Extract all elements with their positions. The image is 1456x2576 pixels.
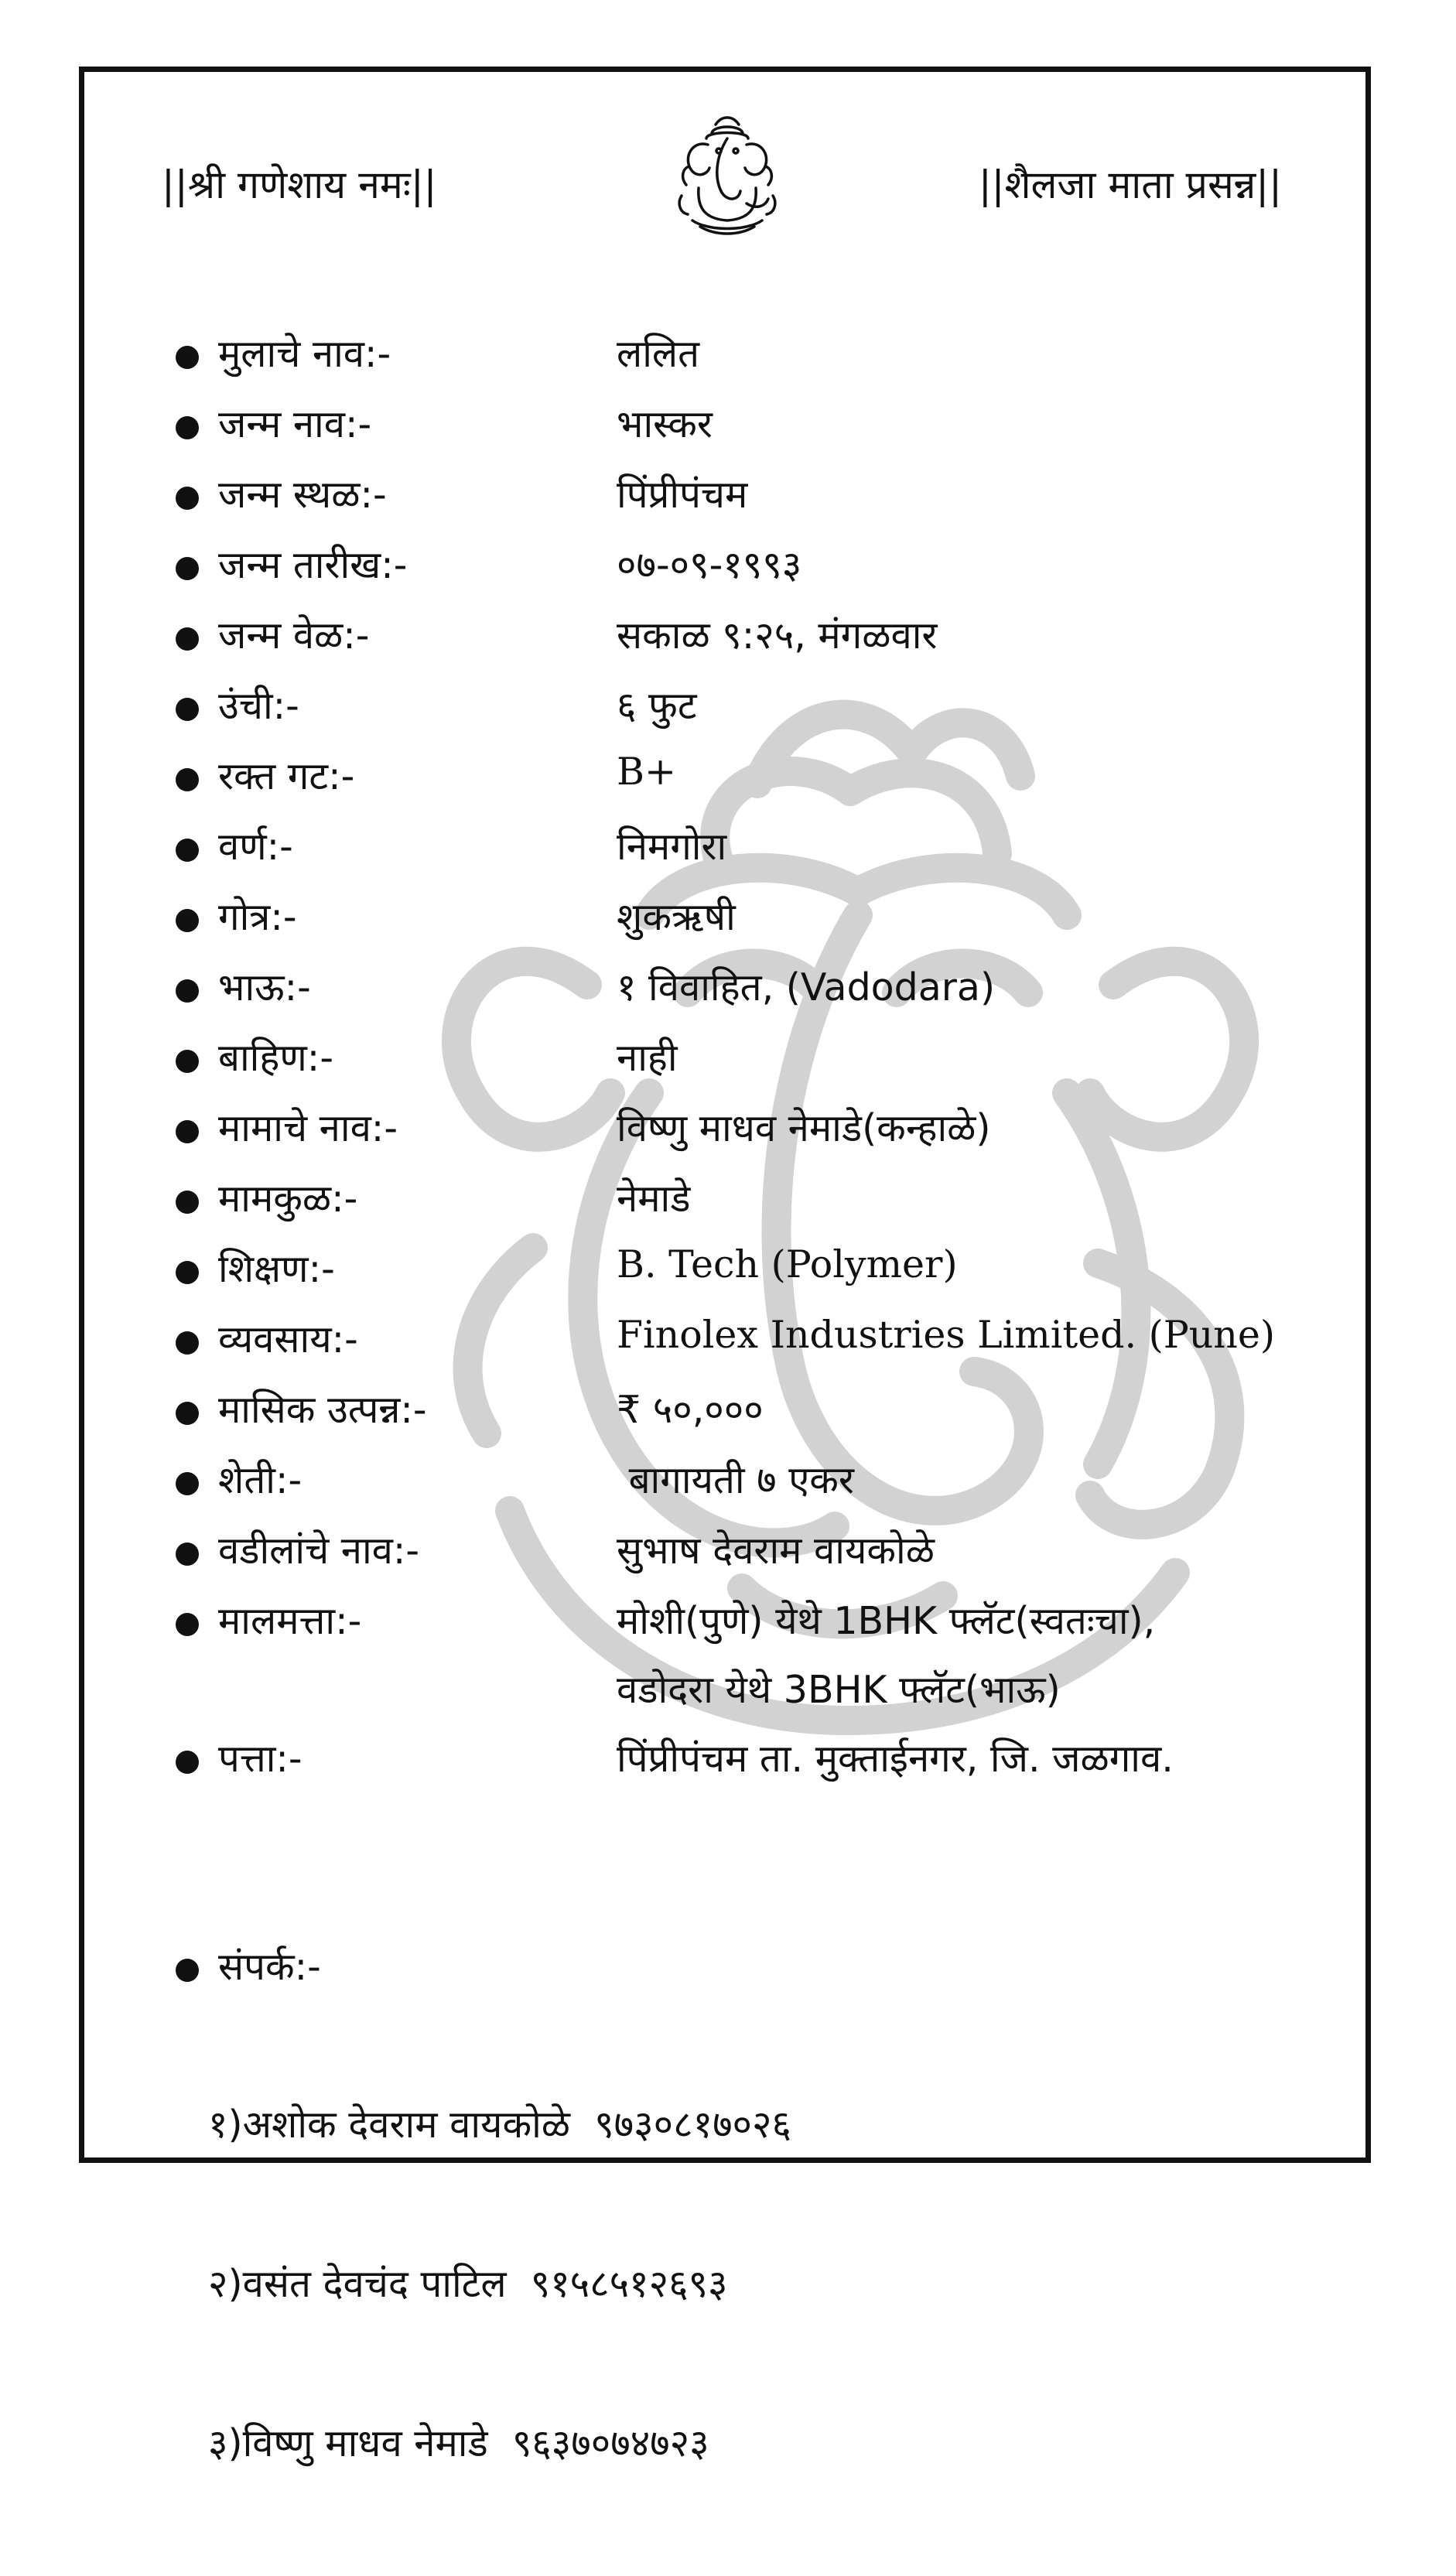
detail-label: उंची:- [218,684,299,728]
bullet-icon [176,1261,199,1284]
contact-entry: ३)विष्णु माधव नेमाडे ९६३७०७४७२३ [208,2421,709,2465]
detail-label: मामाचे नाव:- [218,1106,398,1150]
bullet-icon [176,1613,199,1636]
detail-row-income [176,1383,1375,1454]
invocation-right: ||शैलजा माता प्रसन्न|| [978,162,1282,207]
detail-value: पिंप्रीपंचम ता. मुक्ताईनगर, जि. जळगाव. [617,1737,1174,1781]
detail-row-blood-group [176,750,1375,820]
bullet-icon [176,1402,199,1425]
contact-entry: १)अशोक देवराम वायकोळे ९७३०८१७०२६ [208,2103,791,2147]
bullet-icon [176,346,199,369]
detail-value: पिंप्रीपंचम [617,473,748,517]
bullet-icon [176,979,199,1003]
detail-row-occupation [176,1313,1375,1383]
detail-label: भाऊ:- [218,965,311,1010]
detail-value: मोशी(पुणे) येथे 1BHK फ्लॅट(स्वतःचा), [617,1599,1156,1643]
contact-label: संपर्क:- [218,1945,321,1989]
bullet-icon [176,557,199,580]
contact-entry: २)वसंत देवचंद पाटिल ९१५८५१२६९३ [208,2262,728,2306]
bullet-icon [176,1472,199,1495]
detail-row-father [176,1524,1375,1594]
detail-value: नेमाडे [617,1177,691,1221]
detail-row-farm [176,1454,1375,1524]
detail-label: बाहिण:- [218,1036,333,1080]
detail-label: गोत्र:- [218,895,297,939]
detail-row-name [176,327,1375,398]
detail-label: जन्म वेळ:- [218,613,370,658]
detail-row-sister [176,1031,1375,1102]
bullet-icon [176,1120,199,1143]
detail-value: सकाळ ९:२५, मंगळवार [617,613,938,658]
detail-value: ललित [617,332,700,376]
details-list [176,327,1375,1802]
bullet-icon [176,487,199,510]
ganesha-icon [669,111,785,242]
detail-row-education [176,1242,1375,1313]
detail-label: मासिक उत्पन्न:- [218,1388,427,1432]
detail-label: जन्म स्थळ:- [218,473,387,517]
contact-list [208,2010,791,2576]
detail-value: विष्णु माधव नेमाडे(कन्हाळे) [617,1106,991,1150]
detail-value: भास्कर [617,402,713,446]
detail-label: वर्ण:- [218,825,293,869]
detail-value: Finolex Industries Limited. (Pune) [617,1313,1275,1357]
detail-row-birth-place [176,468,1375,538]
detail-value: B. Tech (Polymer) [617,1242,958,1286]
detail-label: जन्म नाव:- [218,402,372,446]
detail-row-maternal-clan [176,1172,1375,1242]
detail-label: मालमत्ता:- [218,1599,362,1643]
detail-value: बागायती ७ एकर [617,1458,854,1502]
detail-row-birth-date [176,538,1375,609]
biodata-frame [79,67,1371,2465]
bullet-icon [176,1050,199,1073]
bullet-icon [176,1751,199,1774]
detail-row-address [176,1732,1375,1802]
contact-heading [176,1940,640,2002]
detail-value: ₹ ५०,००० [617,1388,764,1432]
detail-label: पत्ता:- [218,1737,302,1781]
bullet-icon [176,839,199,862]
bullet-icon [176,768,199,791]
detail-value: नाही [617,1036,678,1080]
detail-label: व्यवसाय:- [218,1317,358,1361]
detail-row-complexion [176,820,1375,890]
detail-value-line-2: वडोदरा येथे 3BHK फ्लॅट(भाऊ) [617,1668,1061,1712]
detail-value: १ विवाहित, (Vadodara) [617,965,996,1010]
detail-label: जन्म तारीख:- [218,543,408,587]
invocation-left: ||श्री गणेशाय नमः|| [162,162,437,207]
detail-label: शेती:- [218,1458,302,1502]
bullet-icon [176,1959,199,1982]
detail-value: शुकऋषी [617,895,736,939]
bullet-icon [176,416,199,439]
detail-value: ०७-०९-१९९३ [617,543,802,587]
detail-row-property [176,1594,1375,1732]
detail-label: मामकुळ:- [218,1177,358,1221]
detail-value: सुभाष देवराम वायकोळे [617,1529,935,1573]
bullet-icon [176,1191,199,1214]
detail-row-birth-name [176,398,1375,468]
bullet-icon [176,909,199,932]
detail-label: वडीलांचे नाव:- [218,1529,420,1573]
detail-label: शिक्षण:- [218,1247,335,1291]
detail-row-height [176,679,1375,750]
detail-row-birth-time [176,609,1375,679]
detail-value: निमगोरा [617,825,727,869]
bullet-icon [176,698,199,721]
detail-value: B+ [617,750,677,794]
detail-row-maternal-uncle [176,1102,1375,1172]
bullet-icon [176,1543,199,1566]
detail-row-gotra [176,890,1375,961]
detail-row-brother [176,961,1375,1031]
detail-label: मुलाचे नाव:- [218,332,391,376]
detail-value: ६ फुट [617,684,697,728]
detail-label: रक्त गट:- [218,754,355,798]
bullet-icon [176,627,199,651]
bullet-icon [176,1331,199,1355]
